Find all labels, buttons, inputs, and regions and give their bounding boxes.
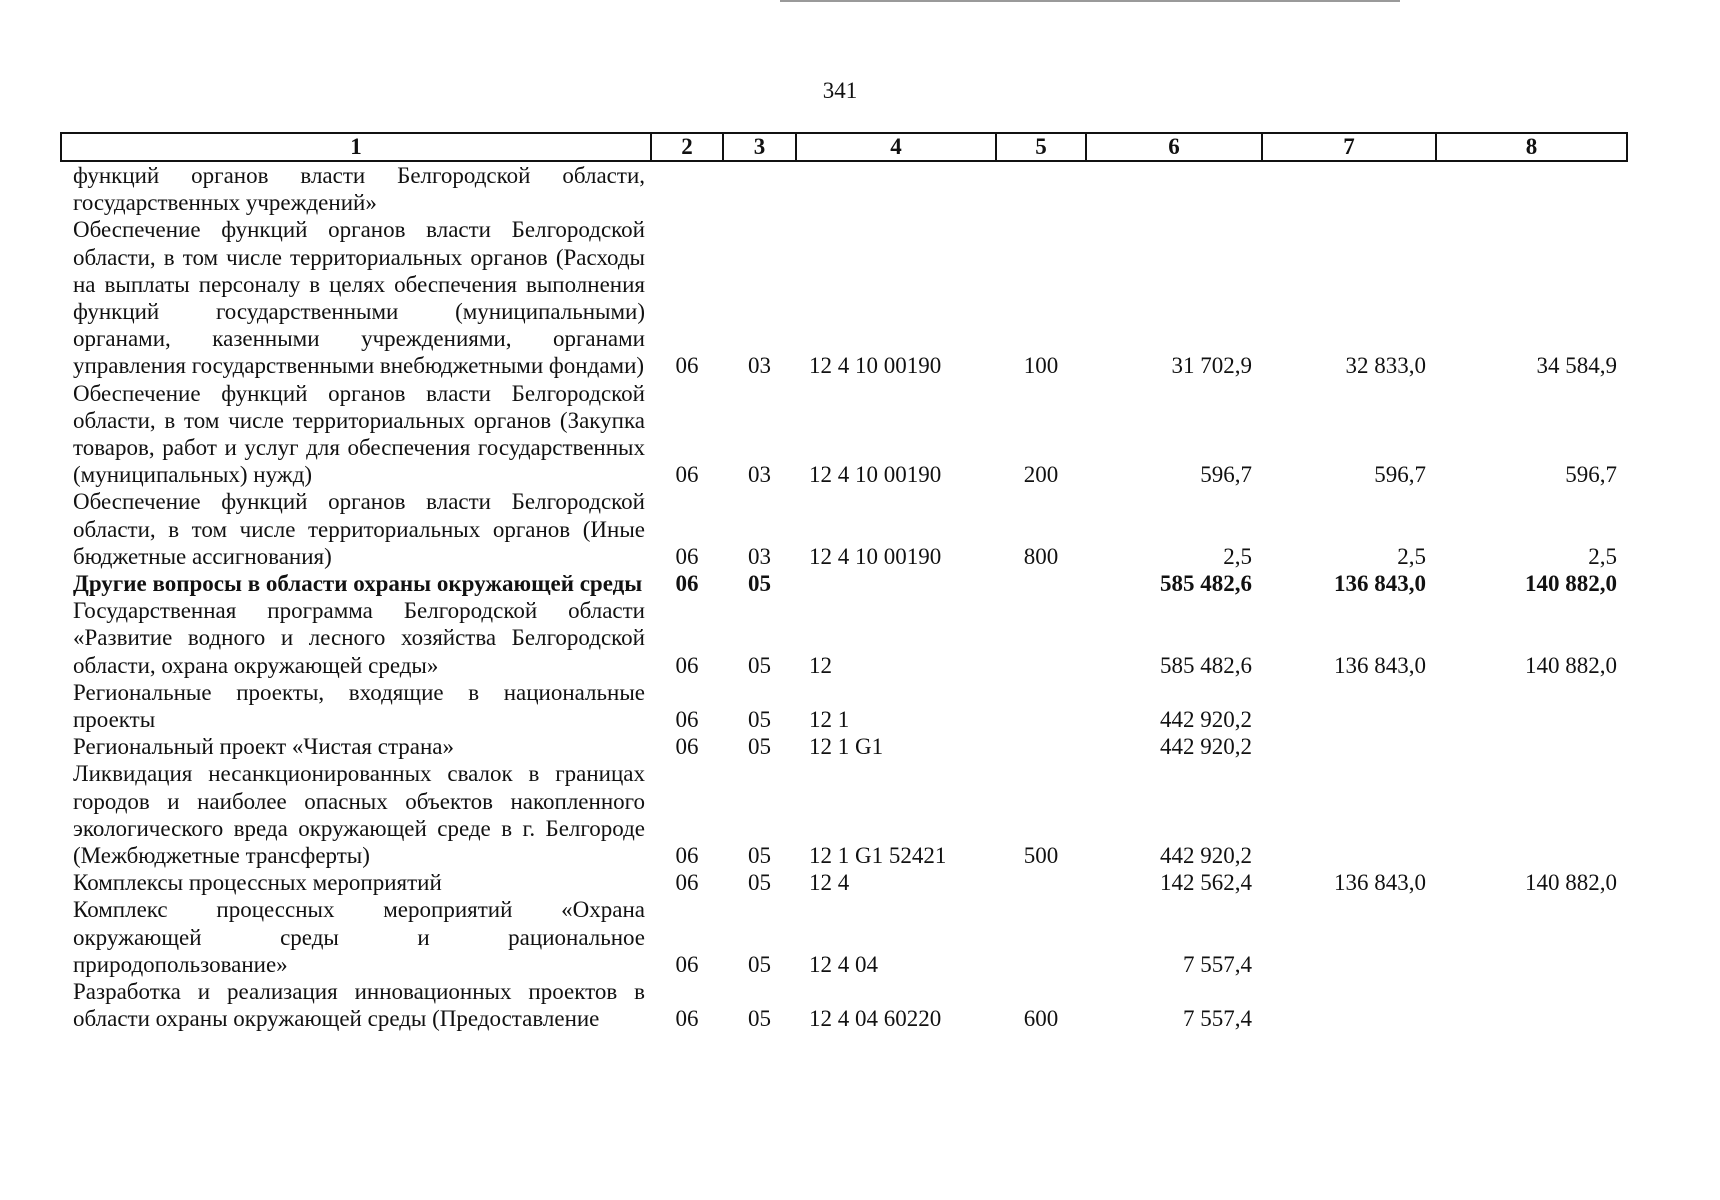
row-amount-col8 bbox=[1436, 896, 1627, 978]
row-expense-type bbox=[996, 679, 1086, 733]
row-section-code: 06 bbox=[675, 652, 699, 678]
header-col-3: 3 bbox=[723, 133, 796, 161]
row-subsection-code: 05 bbox=[748, 843, 771, 869]
table-row bbox=[61, 869, 1627, 896]
table-row bbox=[61, 161, 1627, 216]
row-target-article: 12 bbox=[809, 652, 832, 678]
row-subsection-code: 05 bbox=[748, 707, 771, 733]
row-section-code: 06 bbox=[675, 1006, 699, 1032]
table-row bbox=[61, 570, 1627, 597]
row-expense-type bbox=[996, 597, 1086, 679]
row-amount-col6: 2,5 bbox=[1223, 543, 1252, 569]
table-row bbox=[61, 896, 1627, 978]
row-amount-col7: 136 843,0 bbox=[1334, 870, 1426, 896]
table-row bbox=[61, 679, 1627, 733]
row-section-code: 06 bbox=[675, 843, 699, 869]
table-body bbox=[61, 161, 1627, 1033]
row-amount-col6: 7 557,4 bbox=[1183, 951, 1252, 977]
row-amount-col7: 2,5 bbox=[1397, 543, 1426, 569]
table-row bbox=[61, 760, 1627, 869]
row-subsection-code: 05 bbox=[748, 870, 771, 896]
row-amount-col6: 142 562,4 bbox=[1160, 870, 1252, 896]
table-row bbox=[61, 597, 1627, 679]
row-target-article: 12 4 04 60220 bbox=[809, 1006, 942, 1032]
row-description: Государственная программа Белгородской области «Развитие водного и лесного хозяйства Белгородской области, охрана окружающей среды» bbox=[73, 598, 645, 678]
row-expense-type bbox=[996, 896, 1086, 978]
header-col-2: 2 bbox=[651, 133, 723, 161]
table-header bbox=[61, 133, 1627, 161]
table-row bbox=[61, 978, 1627, 1032]
row-subsection-code: 05 bbox=[748, 1006, 771, 1032]
row-amount-col8: 34 584,9 bbox=[1536, 353, 1617, 379]
row-target-article: 12 4 10 00190 bbox=[809, 462, 942, 488]
row-subsection-code: 03 bbox=[748, 462, 771, 488]
row-target-article: 12 4 bbox=[809, 870, 850, 896]
row-target-article: 12 4 10 00190 bbox=[809, 353, 942, 379]
page-number: 341 bbox=[822, 78, 858, 103]
row-expense-type bbox=[996, 570, 1086, 597]
table-row bbox=[61, 216, 1627, 379]
row-expense-type: 500 bbox=[1023, 843, 1059, 869]
row-amount-col7: 136 843,0 bbox=[1334, 652, 1426, 678]
row-section-code: 06 bbox=[675, 870, 699, 896]
row-target-article: 12 1 bbox=[809, 707, 850, 733]
row-subsection-code: 05 bbox=[748, 734, 771, 760]
row-amount-col8 bbox=[1436, 161, 1627, 216]
row-section-code: 06 bbox=[675, 353, 699, 379]
row-amount-col8: 140 882,0 bbox=[1525, 571, 1617, 597]
row-subsection-code: 05 bbox=[748, 571, 771, 597]
row-subsection-code bbox=[723, 161, 796, 216]
row-amount-col7 bbox=[1262, 733, 1436, 760]
row-amount-col8 bbox=[1436, 733, 1627, 760]
row-amount-col7 bbox=[1262, 978, 1436, 1032]
row-description: Ликвидация несанкционированных свалок в границах городов и наиболее опасных объектов накопленного экологического вреда окружающей среде в г. Белгороде (Межбюджетные трансферты) bbox=[73, 761, 645, 869]
budget-table bbox=[60, 132, 1628, 1033]
row-amount-col8: 140 882,0 bbox=[1525, 652, 1617, 678]
row-amount-col7 bbox=[1262, 896, 1436, 978]
row-target-article: 12 1 G1 bbox=[809, 734, 884, 760]
row-subsection-code: 03 bbox=[748, 543, 771, 569]
row-target-article bbox=[796, 161, 996, 216]
row-amount-col8 bbox=[1436, 978, 1627, 1032]
row-amount-col6: 442 920,2 bbox=[1160, 707, 1252, 733]
row-expense-type: 800 bbox=[1023, 543, 1059, 569]
row-target-article: 12 4 10 00190 bbox=[809, 543, 942, 569]
row-description: Разработка и реализация инновационных проектов в области охраны окружающей среды (Предоставление bbox=[73, 979, 645, 1032]
row-target-article: 12 1 G1 52421 bbox=[809, 843, 947, 869]
row-section-code: 06 bbox=[675, 951, 699, 977]
row-description: Региональный проект «Чистая страна» bbox=[73, 734, 455, 760]
row-amount-col6: 31 702,9 bbox=[1171, 353, 1252, 379]
row-description: функций органов власти Белгородской области, государственных учреждений» bbox=[73, 163, 645, 216]
row-amount-col6: 7 557,4 bbox=[1183, 1006, 1252, 1032]
row-subsection-code: 03 bbox=[748, 353, 771, 379]
row-amount-col7: 136 843,0 bbox=[1334, 571, 1426, 597]
row-amount-col7: 596,7 bbox=[1374, 462, 1426, 488]
row-amount-col6: 442 920,2 bbox=[1160, 734, 1252, 760]
header-col-5: 5 bbox=[996, 133, 1086, 161]
row-description: Обеспечение функций органов власти Белгородской области, в том числе территориальных органов (Иные бюджетные ассигнования) bbox=[73, 489, 645, 569]
header-col-8: 8 bbox=[1436, 133, 1627, 161]
row-description: Другие вопросы в области охраны окружающей среды bbox=[73, 571, 643, 597]
row-amount-col7 bbox=[1262, 161, 1436, 216]
row-amount-col6 bbox=[1086, 161, 1262, 216]
row-section-code bbox=[651, 161, 723, 216]
row-target-article: 12 4 04 bbox=[809, 951, 878, 977]
row-amount-col6: 585 482,6 bbox=[1160, 652, 1252, 678]
row-section-code: 06 bbox=[675, 571, 699, 597]
row-expense-type bbox=[996, 161, 1086, 216]
header-row bbox=[61, 133, 1627, 161]
row-amount-col6: 585 482,6 bbox=[1160, 571, 1252, 597]
row-amount-col7: 32 833,0 bbox=[1345, 353, 1426, 379]
row-expense-type: 200 bbox=[1023, 462, 1059, 488]
row-expense-type bbox=[996, 733, 1086, 760]
header-col-4: 4 bbox=[796, 133, 996, 161]
row-subsection-code: 05 bbox=[748, 652, 771, 678]
table-row bbox=[61, 488, 1627, 570]
row-section-code: 06 bbox=[675, 543, 699, 569]
row-section-code: 06 bbox=[675, 462, 699, 488]
row-amount-col8 bbox=[1436, 760, 1627, 869]
header-col-1: 1 bbox=[61, 133, 651, 161]
row-description: Комплексы процессных мероприятий bbox=[73, 870, 442, 896]
row-target-article bbox=[796, 570, 996, 597]
row-section-code: 06 bbox=[675, 707, 699, 733]
row-expense-type: 100 bbox=[1023, 353, 1059, 379]
row-description: Обеспечение функций органов власти Белгородской области, в том числе территориальных органов (Закупка товаров, работ и услуг для обеспечения государственных (муниципальных) нужд) bbox=[73, 380, 645, 488]
table-row bbox=[61, 380, 1627, 489]
top-rule bbox=[780, 0, 1400, 2]
row-amount-col8 bbox=[1436, 679, 1627, 733]
row-description: Обеспечение функций органов власти Белгородской области, в том числе территориальных органов (Расходы на выплаты персоналу в целях обеспечения выполнения функций государственными (муниципальными) органами, казенными учреждениями, органами управления государственными внебюджетными фондами) bbox=[73, 217, 645, 379]
row-amount-col8: 2,5 bbox=[1588, 543, 1617, 569]
row-amount-col8: 140 882,0 bbox=[1525, 870, 1617, 896]
row-section-code: 06 bbox=[675, 734, 699, 760]
row-amount-col6: 442 920,2 bbox=[1160, 843, 1252, 869]
row-amount-col7 bbox=[1262, 760, 1436, 869]
row-description: Комплекс процессных мероприятий «Охрана окружающей среды и рациональное природопользование» bbox=[73, 897, 645, 977]
row-subsection-code: 05 bbox=[748, 951, 771, 977]
row-amount-col7 bbox=[1262, 679, 1436, 733]
row-expense-type bbox=[996, 869, 1086, 896]
header-col-6: 6 bbox=[1086, 133, 1262, 161]
row-amount-col6: 596,7 bbox=[1200, 462, 1252, 488]
table-row bbox=[61, 733, 1627, 760]
header-col-7: 7 bbox=[1262, 133, 1436, 161]
row-description: Региональные проекты, входящие в национальные проекты bbox=[73, 679, 645, 733]
row-amount-col8: 596,7 bbox=[1565, 462, 1617, 488]
row-expense-type: 600 bbox=[1023, 1006, 1059, 1032]
